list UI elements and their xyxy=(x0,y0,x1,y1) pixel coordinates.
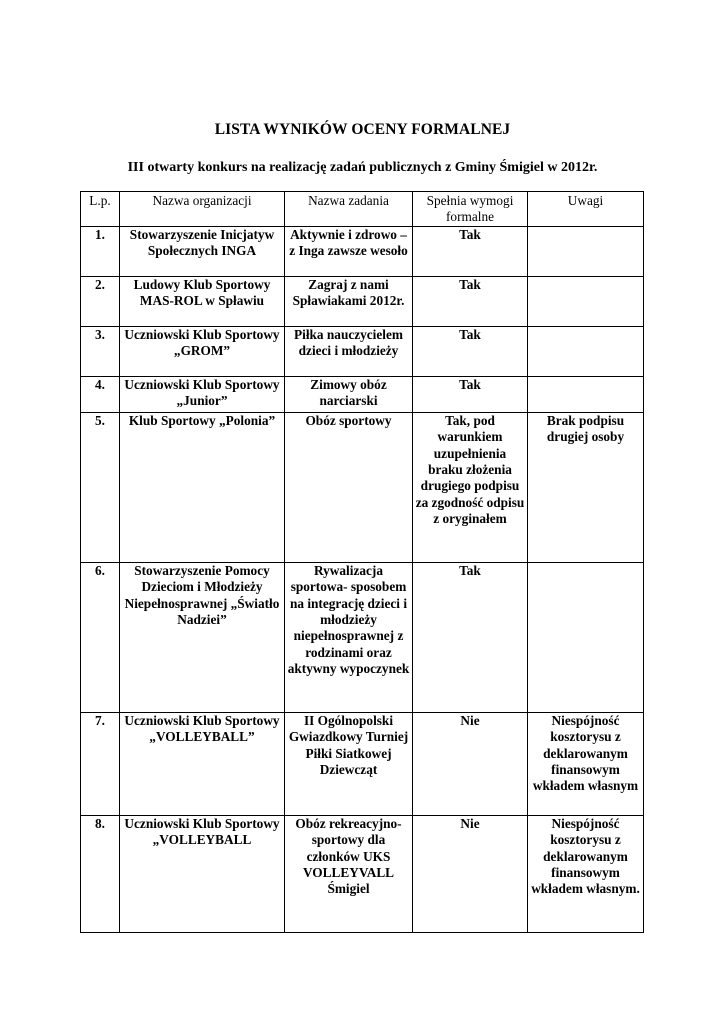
cell-task: Zagraj z nami Spławiakami 2012r. xyxy=(285,276,413,326)
cell-organization: Uczniowski Klub Sportowy „Junior” xyxy=(120,376,285,412)
header-task: Nazwa zadania xyxy=(285,192,413,227)
cell-notes: Brak podpisu drugiej osoby xyxy=(528,412,644,562)
cell-organization: Stowarzyszenie Pomocy Dzieciom i Młodzieży Niepełnosprawnej „Światło Nadziei” xyxy=(120,562,285,712)
cell-organization: Ludowy Klub Sportowy MAS-ROL w Spławiu xyxy=(120,276,285,326)
cell-lp: 3. xyxy=(81,326,120,376)
cell-task: Aktywnie i zdrowo – z Inga zawsze wesoło xyxy=(285,226,413,276)
cell-lp: 6. xyxy=(81,562,120,712)
cell-notes xyxy=(528,326,644,376)
results-table xyxy=(80,191,644,933)
cell-lp: 5. xyxy=(81,412,120,562)
cell-requirements: Tak, pod warunkiem uzupełnienia braku złożenia drugiego podpisu za zgodność odpisu z oryginałem xyxy=(413,412,528,562)
cell-requirements: Tak xyxy=(413,276,528,326)
table-row xyxy=(81,376,644,412)
cell-task: Obóz sportowy xyxy=(285,412,413,562)
cell-organization: Uczniowski Klub Sportowy „VOLLEYBALL xyxy=(120,815,285,932)
header-requirements: Spełnia wymogi formalne xyxy=(413,192,528,227)
cell-lp: 7. xyxy=(81,712,120,815)
cell-requirements: Tak xyxy=(413,376,528,412)
page-subtitle: III otwarty konkurs na realizację zadań publicznych z Gminy Śmigiel w 2012r. xyxy=(127,160,598,175)
header-row xyxy=(81,192,644,227)
page-title: LISTA WYNIKÓW OCENY FORMALNEJ xyxy=(214,121,511,138)
cell-requirements: Tak xyxy=(413,326,528,376)
cell-notes xyxy=(528,562,644,712)
cell-lp: 2. xyxy=(81,276,120,326)
cell-organization: Klub Sportowy „Polonia” xyxy=(120,412,285,562)
table-row xyxy=(81,562,644,712)
header-notes: Uwagi xyxy=(528,192,644,227)
cell-requirements: Nie xyxy=(413,712,528,815)
cell-task: Obóz rekreacyjno- sportowy dla członków UKS VOLLEYVALL Śmigiel xyxy=(285,815,413,932)
cell-requirements: Nie xyxy=(413,815,528,932)
table-row xyxy=(81,276,644,326)
cell-lp: 4. xyxy=(81,376,120,412)
cell-requirements: Tak xyxy=(413,562,528,712)
header-lp: L.p. xyxy=(81,192,120,227)
table-row xyxy=(81,712,644,815)
cell-requirements: Tak xyxy=(413,226,528,276)
cell-notes xyxy=(528,226,644,276)
cell-task: Piłka nauczycielem dzieci i młodzieży xyxy=(285,326,413,376)
table-row xyxy=(81,815,644,932)
cell-lp: 8. xyxy=(81,815,120,932)
cell-lp: 1. xyxy=(81,226,120,276)
cell-notes: Niespójność kosztorysu z deklarowanym finansowym wkładem własnym. xyxy=(528,815,644,932)
cell-task: Zimowy obóz narciarski xyxy=(285,376,413,412)
table-row xyxy=(81,226,644,276)
header-organization: Nazwa organizacji xyxy=(120,192,285,227)
cell-notes xyxy=(528,376,644,412)
table-row xyxy=(81,412,644,562)
cell-task: II Ogólnopolski Gwiazdkowy Turniej Piłki Siatkowej Dziewcząt xyxy=(285,712,413,815)
table-row xyxy=(81,326,644,376)
cell-organization: Uczniowski Klub Sportowy „VOLLEYBALL” xyxy=(120,712,285,815)
cell-notes xyxy=(528,276,644,326)
cell-organization: Uczniowski Klub Sportowy „GROM” xyxy=(120,326,285,376)
cell-notes: Niespójność kosztorysu z deklarowanym finansowym wkładem własnym xyxy=(528,712,644,815)
cell-organization: Stowarzyszenie Inicjatyw Społecznych INGA xyxy=(120,226,285,276)
cell-task: Rywalizacja sportowa- sposobem na integrację dzieci i młodzieży niepełnosprawnej z rodzinami oraz aktywny wypoczynek xyxy=(285,562,413,712)
